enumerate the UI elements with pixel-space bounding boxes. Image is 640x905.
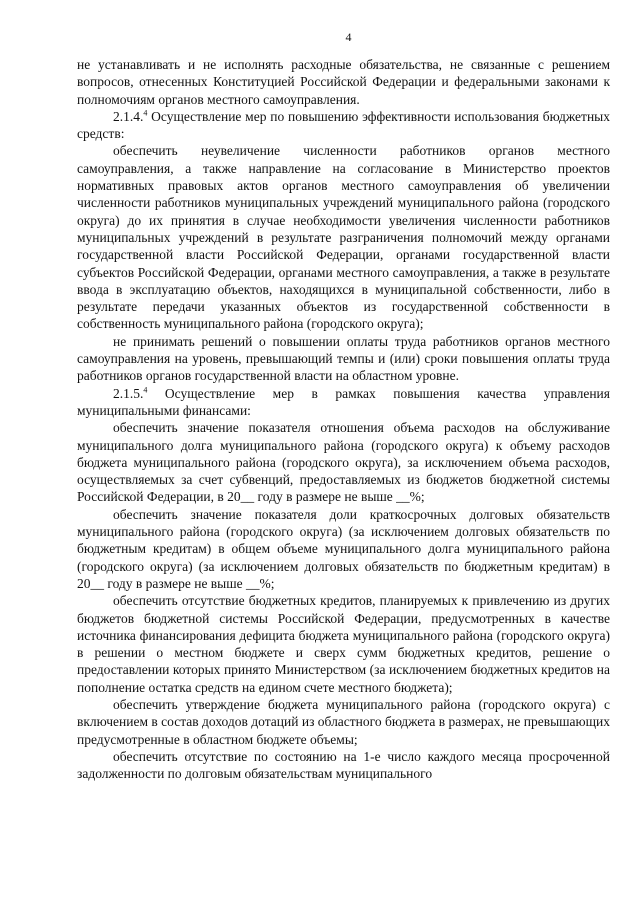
paragraph-text: обеспечить значение показателя доли краткосрочных долговых обязательств муниципального района (городского округа) (за исключением долговых обязательств по бюджетным кредитам) в общем объеме муниципального долга муниципального района (городского округа) (за исключением долговых обязательств по бюджетным кредитам) в 20__ году в размере не выше __%; xyxy=(77,506,610,591)
document-body xyxy=(77,56,610,782)
section-number: 2.1.4. xyxy=(113,108,144,124)
paragraph-text: не принимать решений о повышении оплаты труда работников органов местного самоуправления на уровень, превышающий темпы и (или) сроки повышения оплаты труда работников органов государственной власти на областном уровне. xyxy=(77,333,610,384)
paragraph-text: обеспечить неувеличение численности работников органов местного самоуправления, а также направление на согласование в Министерство проектов нормативных правовых актов органов местного самоуправления об увеличении численности работников муниципальных учреждений муниципального района (городского округа) до их принятия в случае необходимости увеличения численности работников муниципальных учреждений в результате разграничения полномочий между органами государственной власти Российской Федерации, органами государственной власти субъектов Российской Федерации, органами местного самоуправления, а также в результате ввода в эксплуатацию объектов, находящихся в муниципальной собственности, либо в результате передачи указанных объектов из государственной собственности в собственность муниципального района (городского округа); xyxy=(77,143,610,332)
paragraph-expense-obligations xyxy=(77,56,610,108)
paragraph-budget-approval xyxy=(77,696,610,748)
section-superscript: 4 xyxy=(143,108,148,118)
page-number: 4 xyxy=(345,30,352,44)
paragraph-staff-numbers xyxy=(77,142,610,332)
paragraph-budget-credits xyxy=(77,592,610,696)
paragraph-text: не устанавливать и не исполнять расходные обязательства, не связанные с решением вопросов, отнесенных Конституцией Российской Федерации и федеральными законами к полномочиям органов местного самоуправления. xyxy=(77,57,610,107)
section-number: 2.1.5. xyxy=(113,385,144,401)
section-heading-2-1-4 xyxy=(77,108,610,143)
section-heading-2-1-5 xyxy=(77,385,610,420)
section-title: Осуществление мер в рамках повышения качества управления муниципальными финансами: xyxy=(77,385,610,418)
paragraph-overdue-debt xyxy=(77,748,610,783)
section-title: Осуществление мер по повышению эффективности использования бюджетных средств: xyxy=(77,108,610,142)
paragraph-short-term-debt xyxy=(77,506,610,592)
paragraph-salary-increase xyxy=(77,333,610,385)
paragraph-text: обеспечить утверждение бюджета муниципального района (городского округа) с включением в состав доходов дотаций из областного бюджета в размерах, не превышающих предусмотренные в областном бюджете объемы; xyxy=(77,696,610,747)
paragraph-text: обеспечить отсутствие бюджетных кредитов, планируемых к привлечению из других бюджетов бюджетной системы Российской Федерации, предусмотренных в качестве источника финансирования дефицита бюджета муниципального района (городского округа) в решении о местном бюджете и сверх сумм бюджетных кредитов, решение о предоставлении которых принято Министерством (за исключением бюджетных кредитов на пополнение остатка средств на едином счете местного бюджета); xyxy=(77,593,610,695)
paragraph-text: обеспечить значение показателя отношения объема расходов на обслуживание муниципального долга муниципального района (городского округа) к объему расходов бюджета муниципального района (городского округа), за исключением объема расходов, осуществляемых за счет субвенций, предоставляемых из бюджетов бюджетной системы Российской Федерации, в 20__ году в размере не выше __%; xyxy=(77,420,610,505)
section-superscript: 4 xyxy=(143,385,148,395)
paragraph-text: обеспечить отсутствие по состоянию на 1-е число каждого месяца просроченной задолженности по долговым обязательствам муниципального xyxy=(77,748,610,782)
paragraph-debt-service-ratio xyxy=(77,419,610,505)
